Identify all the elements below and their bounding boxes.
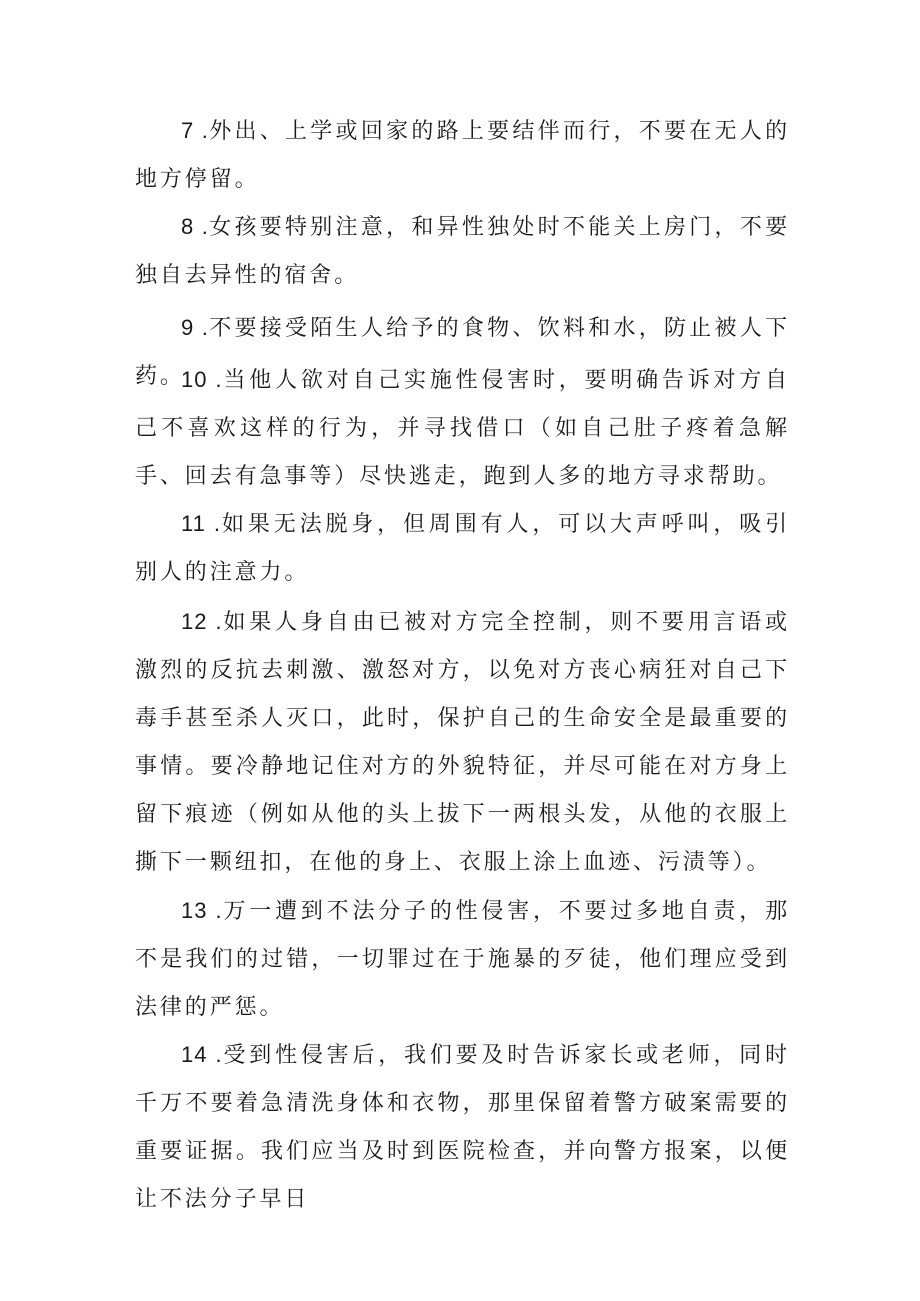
list-item-10: [135, 356, 790, 501]
item-text: 外出、上学或回家的路上要结伴而行，不要在无人的地方停留。: [135, 119, 790, 192]
item-number: 14 .: [181, 1042, 223, 1067]
list-item-8: [135, 203, 790, 300]
item-text: 如果无法脱身，但周围有人，可以大声呼叫，吸引别人的注意力。: [135, 512, 790, 585]
item-text: 如果人身自由已被对方完全控制，则不要用言语或激烈的反抗去刺激、激怒对方，以免对方丧心病狂对自己下毒手甚至杀人灭口，此时，保护自己的生命安全是最重要的事情。要冷静地记住对方的外貌特征，并尽可能在对方身上留下痕迹（例如从他的头上拔下一两根头发，从他的衣服上撕下一颗纽扣，在他的身上、衣服上涂上血迹、污渍等）。: [135, 610, 790, 875]
list-item-7: [135, 107, 790, 204]
item-number: 11 .: [181, 511, 221, 536]
list-item-13: [135, 887, 790, 1032]
item-text: 受到性侵害后，我们要及时告诉家长或老师，同时千万不要着急清洗身体和衣物，那里保留着警方破案需要的重要证据。我们应当及时到医院检查，并向警方报案，以便让不法分子早日: [135, 1043, 790, 1212]
item-text: 万一遭到不法分子的性侵害，不要过多地自责，那不是我们的过错，一切罪过在于施暴的歹徒，他们理应受到法律的严惩。: [135, 899, 790, 1020]
item-number: 12 .: [181, 609, 223, 634]
list-item-11: [135, 500, 790, 597]
item-number: 9 .: [181, 315, 209, 340]
item-text: 女孩要特别注意，和异性独处时不能关上房门，不要独自去异性的宿舍。: [135, 215, 790, 288]
item-text: 当他人欲对自己实施性侵害时，要明确告诉对方自己不喜欢这样的行为，并寻找借口（如自己肚子疼着急解手、回去有急事等）尽快逃走，跑到人多的地方寻求帮助。: [135, 368, 790, 489]
item-number: 13 .: [181, 898, 223, 923]
item-text: 不要接受陌生人给予的食物、饮料和水，防止被人下药。: [135, 316, 790, 389]
item-number: 7 .: [181, 118, 209, 143]
item-number: 8 .: [181, 214, 209, 239]
list-item-14: [135, 1031, 790, 1224]
item-number: 10 .: [181, 367, 223, 392]
list-item-12: [135, 598, 790, 887]
